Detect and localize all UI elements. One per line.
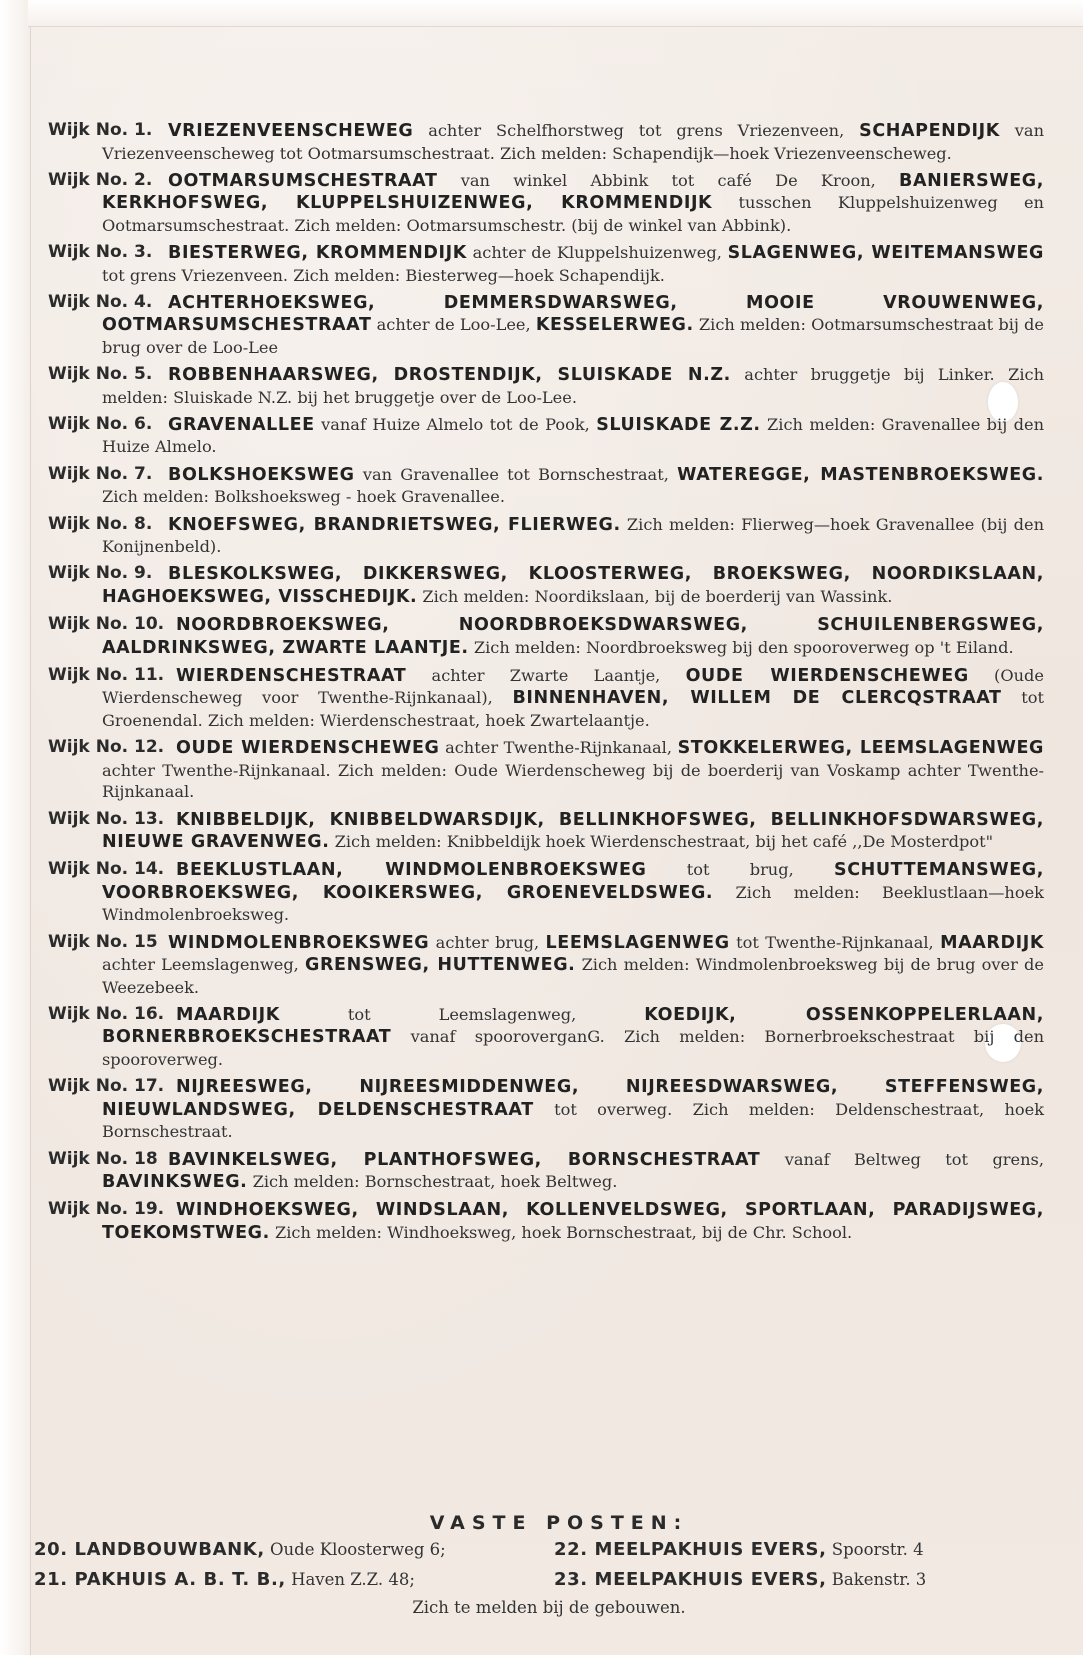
street-names: BLESKOLKSWEG, DIKKERSWEG, KLOOSTERWEG, BROEKSWEG, NOORDIKSLAAN, HAGHOEKSWEG, VISSCHEDIJK. — [102, 564, 1044, 607]
route-text: van winkel Abbink tot café De Kroon, — [437, 170, 900, 190]
wijk-description — [102, 120, 1044, 164]
wijk-word: Wijk — [48, 931, 90, 952]
street-names: BAVINKSWEG. — [102, 1172, 248, 1193]
wijk-number: No. 1. — [95, 120, 153, 140]
street-names: BIESTERWEG, KROMMENDIJK — [168, 243, 467, 264]
wijk-description — [102, 514, 1044, 558]
route-text: achter bruggetje bij Linker. Zich melden: Sluiskade N.Z. bij het bruggetje over de Loo-Lee. — [102, 365, 1044, 407]
route-text: Zich melden: Bolkshoeksweg - hoek Gravenallee. — [102, 487, 505, 507]
street-names: KNIBBELDIJK, KNIBBELDWARSDIJK, BELLINKHOFSWEG, BELLINKHOFSDWARSWEG, NIEUWE GRAVENWEG. — [102, 809, 1044, 853]
wijk-number: No. 15 — [95, 931, 158, 952]
wijk-list — [34, 120, 1044, 1250]
wijk-entry — [34, 563, 1044, 608]
wijk-description — [102, 170, 1044, 237]
wijk-word: Wijk — [48, 737, 90, 758]
wijk-word: Wijk — [48, 664, 90, 685]
wijk-label — [48, 737, 164, 759]
wijk-number: No. 5. — [95, 364, 153, 385]
wijk-label — [48, 1076, 164, 1098]
wijk-number: No. 16. — [95, 1003, 165, 1024]
route-text: achter Twenthe-Rijnkanaal. Zich melden: Oude Wierdenscheweg bij de boerderij van Voskamp achter Twenthe-Rijnkanaal. — [102, 760, 1044, 802]
route-text: Zich melden: Windhoeksweg, hoek Bornschestraat, bij de Chr. School. — [269, 1222, 853, 1242]
vaste-post-item — [554, 1568, 1034, 1592]
wijk-label — [48, 1149, 158, 1171]
street-names: MAARDIJK — [176, 1004, 280, 1025]
wijk-description — [102, 242, 1044, 286]
vaste-post-address: Bakenstr. 3 — [826, 1570, 927, 1589]
wijk-entry — [34, 859, 1044, 926]
street-names: WINDMOLENBROEKSWEG — [168, 932, 430, 953]
wijk-entry — [34, 737, 1044, 803]
wijk-description — [102, 563, 1044, 608]
wijk-number: No. 18 — [95, 1148, 158, 1169]
vaste-post-address: Haven Z.Z. 48; — [285, 1570, 415, 1589]
wijk-description — [102, 665, 1044, 732]
wijk-label — [48, 1199, 164, 1221]
wijk-description — [102, 364, 1044, 408]
street-names: WIERDENSCHESTRAAT — [176, 665, 407, 686]
route-text: Zich melden: Flierweg—hoek Gravenallee (bij den Konijnenbeld). — [102, 514, 1044, 557]
wijk-word: Wijk — [48, 1003, 90, 1024]
street-names: NOORDBROEKSWEG, NOORDBROEKSDWARSWEG, SCHUILENBERGSWEG, AALDRINKSWEG, ZWARTE LAANTJE. — [102, 615, 1044, 658]
street-names: ROBBENHAARSWEG, DROSTENDIJK, SLUISKADE N.Z. — [168, 365, 731, 386]
street-names: SLUISKADE Z.Z. — [596, 414, 761, 435]
wijk-description — [102, 1149, 1044, 1194]
wijk-label — [48, 464, 152, 486]
wijk-number: No. 13. — [95, 808, 165, 829]
street-names: SCHAPENDIJK — [859, 121, 1000, 141]
route-text: achter Zwarte Laantje, — [406, 665, 686, 685]
wijk-word: Wijk — [48, 808, 90, 829]
street-names: BINNENHAVEN, WILLEM DE CLERCQSTRAAT — [512, 688, 1002, 709]
route-text: van Vriezenveenscheweg tot Ootmarsumschestraat. Zich melden: Schapendijk—hoek Vriezenveenscheweg. — [102, 121, 1044, 163]
wijk-number: No. 3. — [95, 242, 153, 263]
wijk-entry — [34, 1076, 1044, 1143]
wijk-number: No. 9. — [95, 563, 153, 584]
route-text: tot Twenthe-Rijnkanaal, — [729, 932, 941, 952]
wijk-description — [102, 414, 1044, 458]
wijk-word: Wijk — [48, 120, 90, 140]
wijk-entry — [34, 665, 1044, 732]
wijk-entry — [34, 1004, 1044, 1071]
street-names: OUDE WIERDENSCHEWEG — [176, 738, 440, 759]
wijk-word: Wijk — [48, 1076, 90, 1097]
wijk-entry — [34, 809, 1044, 854]
vaste-posten-note: Zich te melden bij de gebouwen. — [412, 1598, 686, 1617]
wijk-entry — [34, 364, 1044, 408]
wijk-word: Wijk — [48, 463, 90, 484]
vaste-post-item — [34, 1538, 554, 1562]
wijk-label — [48, 170, 152, 192]
wijk-description — [102, 614, 1044, 659]
wijk-label — [48, 414, 152, 436]
wijk-label — [48, 563, 152, 585]
paper-edge-top — [28, 0, 1083, 27]
vaste-post-name: 23. MEELPAKHUIS EVERS, — [554, 1569, 827, 1590]
wijk-label — [48, 665, 164, 687]
route-text: vanaf Beltweg tot grens, — [760, 1149, 1045, 1169]
wijk-description — [102, 809, 1044, 854]
street-names: OUDE WIERDENSCHEWEG — [685, 665, 969, 686]
wijk-word: Wijk — [48, 614, 90, 635]
route-text: achter Leemslagenweg, — [102, 955, 305, 975]
street-names: NIJREESWEG, NIJREESMIDDENWEG, NIJREESDWARSWEG, STEFFENSWEG, NIEUWLANDSWEG, DELDENSCHESTRAAT — [102, 1077, 1044, 1120]
street-names: GRAVENALLEE — [168, 414, 315, 435]
wijk-word: Wijk — [48, 242, 90, 263]
vaste-posten-grid — [34, 1538, 1044, 1592]
wijk-word: Wijk — [48, 291, 90, 312]
wijk-entry — [34, 932, 1044, 999]
wijk-word: Wijk — [48, 1199, 90, 1220]
street-names: KNOEFSWEG, BRANDRIETSWEG, FLIERWEG. — [168, 514, 621, 535]
vaste-post-name: 21. PAKHUIS A. B. T. B., — [34, 1569, 286, 1590]
wijk-word: Wijk — [48, 364, 90, 385]
wijk-description — [102, 1199, 1044, 1244]
route-text: (Oude Wierdenscheweg voor Twenthe-Rijnkanaal), — [102, 665, 1044, 708]
wijk-number: No. 17. — [95, 1076, 165, 1097]
route-text: achter Twenthe-Rijnkanaal, — [439, 738, 678, 758]
wijk-word: Wijk — [48, 1148, 90, 1169]
route-text: tot overweg. Zich melden: Deldenschestraat, hoek Bornschestraat. — [102, 1099, 1045, 1142]
route-text: tot Leemslagenweg, — [279, 1004, 645, 1024]
wijk-label — [48, 809, 164, 831]
vaste-post-name: 20. LANDBOUWBANK, — [34, 1539, 265, 1560]
wijk-number: No. 4. — [95, 291, 153, 312]
wijk-entry — [34, 242, 1044, 286]
route-text: Zich melden: Gravenallee bij den Huize Almelo. — [102, 414, 1044, 457]
wijk-entry — [34, 414, 1044, 458]
wijk-label — [48, 859, 164, 881]
wijk-description — [102, 1004, 1044, 1071]
wijk-description — [102, 464, 1044, 508]
wijk-word: Wijk — [48, 513, 90, 534]
route-text: tot grens Vriezenveen. Zich melden: Biesterweg—hoek Schapendijk. — [102, 265, 665, 285]
wijk-word: Wijk — [48, 169, 90, 190]
route-text: achter brug, — [429, 932, 546, 952]
vaste-post-item — [554, 1538, 1034, 1562]
vaste-posten-title: VASTE POSTEN: — [429, 1512, 689, 1534]
wijk-number: No. 10. — [95, 614, 165, 635]
wijk-label — [48, 364, 152, 386]
wijk-number: No. 11. — [95, 664, 165, 685]
wijk-description — [102, 859, 1044, 926]
route-text: tot brug, — [646, 860, 834, 880]
route-text: Zich melden: Bornschestraat, hoek Beltweg. — [247, 1172, 618, 1192]
wijk-word: Wijk — [48, 413, 90, 434]
street-names: OOTMARSUMSCHESTRAAT — [168, 170, 438, 191]
street-names: BEEKLUSTLAAN, WINDMOLENBROEKSWEG — [176, 860, 647, 881]
wijk-word: Wijk — [48, 563, 90, 584]
vaste-post-address: Oude Kloosterweg 6; — [264, 1540, 446, 1559]
wijk-entry — [34, 292, 1044, 359]
wijk-entry — [34, 1149, 1044, 1194]
wijk-label — [48, 242, 152, 264]
wijk-description — [102, 737, 1044, 803]
wijk-entry — [34, 1199, 1044, 1244]
route-text: Zich melden: Beeklustlaan—hoek Windmolenbroeksweg. — [102, 882, 1044, 925]
street-names: LEEMSLAGENWEG — [545, 932, 730, 953]
route-text: vanaf spooroverganG. Zich melden: Bornerbroekschestraat bij den spooroverweg. — [102, 1027, 1044, 1069]
street-names: WINDHOEKSWEG, WINDSLAAN, KOLLENVELDSWEG, SPORTLAAN, PARADIJSWEG, TOEKOMSTWEG. — [102, 1200, 1044, 1243]
wijk-number: No. 7. — [95, 463, 153, 484]
vaste-post-address: Spoorstr. 4 — [826, 1540, 924, 1559]
street-names: BANIERSWEG, KERKHOFSWEG, KLUPPELSHUIZENWEG, KROMMENDIJK — [102, 170, 1044, 214]
route-text: van Gravenallee tot Bornschestraat, — [354, 464, 678, 484]
street-names: BAVINKELSWEG, PLANTHOFSWEG, BORNSCHESTRAAT — [168, 1149, 761, 1170]
route-text: Zich melden: Ootmarsumschestraat bij de brug over de Loo-Lee — [102, 315, 1044, 357]
route-text: achter de Kluppelshuizenweg, — [466, 243, 728, 263]
street-names: KOEDIJK, OSSENKOPPELERLAAN, BORNERBROEKSCHESTRAAT — [102, 1004, 1044, 1048]
wijk-number: No. 6. — [95, 413, 153, 434]
street-names: WATEREGGE, MASTENBROEKSWEG. — [677, 464, 1044, 485]
street-names: SLAGENWEG, WEITEMANSWEG — [727, 243, 1045, 264]
wijk-entry — [34, 514, 1044, 558]
wijk-word: Wijk — [48, 859, 90, 880]
wijk-entry — [34, 170, 1044, 237]
route-text: tot Groenendal. Zich melden: Wierdenschestraat, hoek Zwartelaantje. — [102, 688, 1044, 730]
wijk-description — [102, 292, 1044, 359]
street-names: VRIEZENVEENSCHEWEG — [168, 121, 414, 141]
wijk-label — [48, 1004, 164, 1026]
street-names: KESSELERWEG. — [535, 315, 694, 336]
wijk-number: No. 19. — [95, 1199, 165, 1220]
wijk-entry — [34, 120, 1044, 164]
wijk-label — [48, 514, 152, 536]
wijk-entry — [34, 614, 1044, 659]
route-text: vanaf Huize Almelo tot de Pook, — [314, 414, 597, 434]
wijk-number: No. 12. — [95, 737, 165, 758]
wijk-label — [48, 120, 152, 142]
wijk-number: No. 2. — [95, 169, 153, 190]
route-text: Zich melden: Noordbroeksweg bij den spooroverweg op 't Eiland. — [468, 637, 1014, 657]
vaste-post-item — [34, 1568, 554, 1592]
street-names: BOLKSHOEKSWEG — [168, 464, 355, 485]
route-text: achter Schelfhorstweg tot grens Vriezenveen, — [413, 121, 860, 140]
route-text: achter de Loo-Lee, — [371, 315, 536, 335]
wijk-label — [48, 614, 164, 636]
street-names: MAARDIJK — [940, 932, 1044, 953]
wijk-description — [102, 1076, 1044, 1143]
wijk-number: No. 8. — [95, 513, 153, 534]
street-names: STOKKELERWEG, LEEMSLAGENWEG — [677, 738, 1044, 759]
street-names: SCHUTTEMANSWEG, VOORBROEKSWEG, KOOIKERSWEG, GROENEVELDSWEG. — [102, 860, 1044, 903]
wijk-number: No. 14. — [95, 859, 165, 880]
vaste-post-name: 22. MEELPAKHUIS EVERS, — [554, 1539, 827, 1560]
route-text: Zich melden: Noordikslaan, bij de boerderij van Wassink. — [417, 586, 893, 606]
wijk-label — [48, 932, 158, 954]
wijk-entry — [34, 464, 1044, 508]
route-text: tusschen Kluppelshuizenweg en Ootmarsumschestraat. Zich melden: Ootmarsumschestr. (bij de winkel van Abbink). — [102, 193, 1044, 235]
wijk-label — [48, 292, 152, 314]
route-text: Zich melden: Knibbeldijk hoek Wierdenschestraat, bij het café ,,De Mosterdpot" — [329, 832, 994, 852]
wijk-description — [102, 932, 1044, 999]
paper-edge-left — [0, 0, 31, 1655]
route-text: Zich melden: Windmolenbroeksweg bij de brug over de Weezebeek. — [102, 955, 1044, 997]
street-names: ACHTERHOEKSWEG, DEMMERSDWARSWEG, MOOIE VROUWENWEG, OOTMARSUMSCHESTRAAT — [102, 292, 1044, 336]
street-names: GRENSWEG, HUTTENWEG. — [304, 955, 576, 976]
vaste-posten-section — [34, 1510, 1044, 1617]
